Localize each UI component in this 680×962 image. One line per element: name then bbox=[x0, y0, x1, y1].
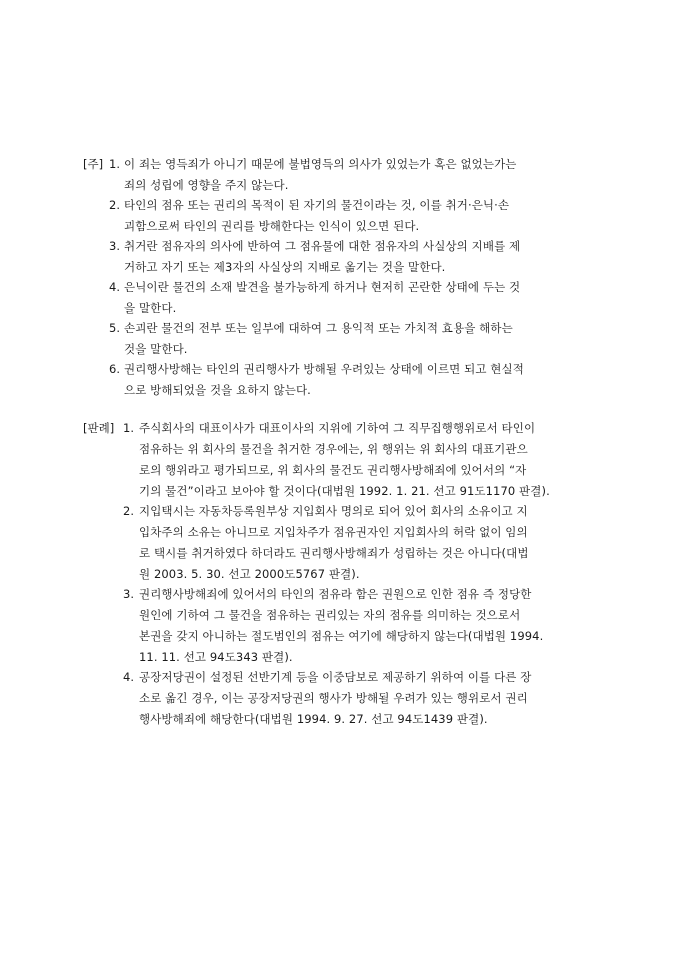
case-4-line-3: 행사방해죄에 해당한다(대법원 1994. 9. 27. 선고 94도1439 판결). bbox=[139, 712, 488, 726]
case-3-line-2: 원인에 기하여 그 물건을 점유하는 권리있는 자의 점유를 의미하는 것으로서 bbox=[139, 608, 521, 622]
note-5-number: 5. bbox=[109, 321, 120, 335]
case-2-number: 2. bbox=[123, 504, 134, 518]
case-1-number: 1. bbox=[123, 421, 134, 435]
case-1-line-3: 로의 행위라고 평가되므로, 위 회사의 물건도 권리행사방해죄에 있어서의 “자 bbox=[139, 463, 527, 477]
notes-label: [주] bbox=[83, 157, 104, 171]
case-3-number: 3. bbox=[123, 587, 134, 601]
note-3-line-1: 취거란 점유자의 의사에 반하여 그 점유물에 대한 점유자의 사실상의 지배를 제 bbox=[124, 239, 521, 253]
note-1-number: 1. bbox=[109, 157, 120, 171]
note-2-number: 2. bbox=[109, 198, 120, 212]
note-6-number: 6. bbox=[109, 362, 120, 376]
cases-label: [판례] bbox=[83, 421, 115, 435]
case-2-line-1: 지입택시는 자동차등록원부상 지입회사 명의로 되어 있어 회사의 소유이고 지 bbox=[139, 504, 528, 518]
note-6-line-1: 권리행사방해는 타인의 권리행사가 방해될 우려있는 상태에 이르면 되고 현실적 bbox=[124, 362, 524, 376]
case-4-number: 4. bbox=[123, 670, 134, 684]
case-2-line-4: 원 2003. 5. 30. 선고 2000도5767 판결). bbox=[139, 567, 360, 581]
note-6-line-2: 으로 방해되었을 것을 요하지 않는다. bbox=[124, 383, 311, 397]
case-4-line-1: 공장저당권이 설정된 선반기계 등을 이중담보로 제공하기 위하여 이를 다른 장 bbox=[139, 670, 532, 684]
case-4-line-2: 소로 옮긴 경우, 이는 공장저당권의 행사가 방해될 우려가 있는 행위로서 권리 bbox=[139, 691, 528, 705]
case-1-line-4: 기의 물건”이라고 보아야 할 것이다(대법원 1992. 1. 21. 선고 91도1170 판결). bbox=[139, 484, 550, 498]
note-4-number: 4. bbox=[109, 280, 120, 294]
note-1-line-1: 이 죄는 영득죄가 아니기 때문에 불법영득의 의사가 있었는가 혹은 없었는가는 bbox=[124, 157, 517, 171]
case-1-line-2: 점유하는 위 회사의 물건을 취거한 경우에는, 위 행위는 위 회사의 대표기관으 bbox=[139, 442, 528, 456]
case-1-line-1: 주식회사의 대표이사가 대표이사의 지위에 기하여 그 직무집행행위로서 타인이 bbox=[139, 421, 536, 435]
case-2-line-3: 로 택시를 취거하였다 하더라도 권리행사방해죄가 성립하는 것은 아니다(대법 bbox=[139, 546, 529, 560]
note-3-number: 3. bbox=[109, 239, 120, 253]
case-2-line-2: 입차주의 소유는 아니므로 지입차주가 점유권자인 지입회사의 허락 없이 임의 bbox=[139, 525, 528, 539]
note-4-line-2: 을 말한다. bbox=[124, 301, 177, 315]
note-4-line-1: 은닉이란 물건의 소재 발견을 불가능하게 하거나 현저히 곤란한 상태에 두는 것 bbox=[124, 280, 521, 294]
note-2-line-2: 괴함으로써 타인의 권리를 방해한다는 인식이 있으면 된다. bbox=[124, 219, 420, 233]
note-2-line-1: 타인의 점유 또는 권리의 목적이 된 자기의 물건이라는 것, 이를 취거·은닉·손 bbox=[124, 198, 510, 212]
note-1-line-2: 죄의 성립에 영향을 주지 않는다. bbox=[124, 178, 289, 192]
case-3-line-3: 본권을 갖지 아니하는 절도범인의 점유는 여기에 해당하지 않는다(대법원 1994. bbox=[139, 629, 544, 643]
note-5-line-1: 손괴란 물건의 전부 또는 일부에 대하여 그 용익적 또는 가치적 효용을 해하는 bbox=[124, 321, 513, 335]
case-3-line-1: 권리행사방해죄에 있어서의 타인의 점유라 함은 권원으로 인한 점유 즉 정당한 bbox=[139, 587, 532, 601]
note-5-line-2: 것을 말한다. bbox=[124, 342, 188, 356]
case-3-line-4: 11. 11. 선고 94도343 판결). bbox=[139, 650, 293, 664]
note-3-line-2: 거하고 자기 또는 제3자의 사실상의 지배로 옮기는 것을 말한다. bbox=[124, 260, 446, 274]
